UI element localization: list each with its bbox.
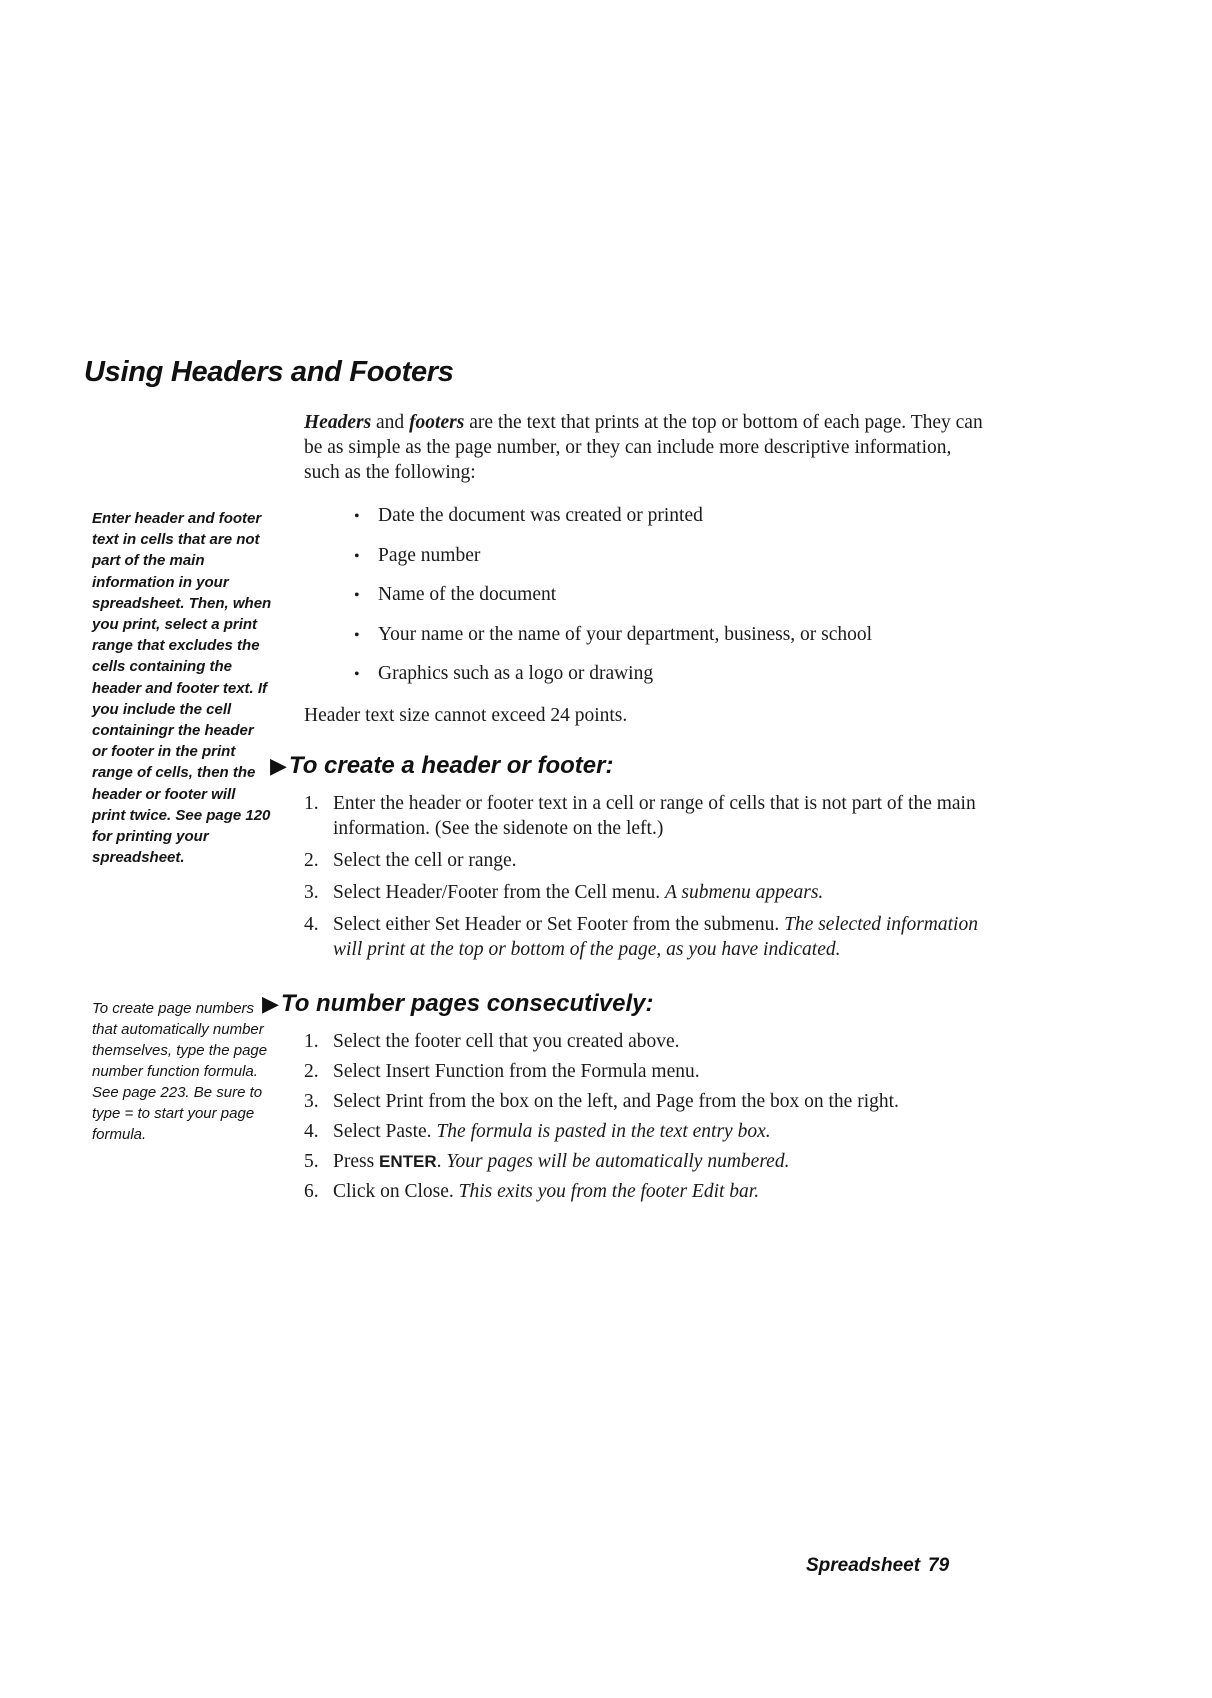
- section-heading-number-pages: [262, 990, 653, 1018]
- size-limit-note: Header text size cannot exceed 24 points.: [304, 705, 628, 726]
- header-content-list: [354, 505, 994, 703]
- step-item: [304, 912, 1004, 962]
- section-heading-text: To create a header or footer:: [288, 752, 614, 779]
- step-item: [304, 1149, 1004, 1174]
- step-number: 3.: [304, 882, 319, 903]
- step-item: [304, 848, 1004, 873]
- list-item: [354, 584, 994, 624]
- page-title: Using Headers and Footers: [84, 356, 454, 388]
- step-number: 1.: [304, 793, 319, 814]
- step-item: [304, 791, 1004, 841]
- step-text: Select the footer cell that you created above.: [333, 1031, 680, 1052]
- numbering-steps-list: [304, 1029, 1004, 1209]
- enter-key-label: ENTER: [379, 1152, 437, 1171]
- sidenote-header-footer: Enter header and footer text in cells that are not part of the main information in your spreadsheet. Then, when you print, select a print range that excludes the cells containing the header and footer text. If you include the cell containingr the header or footer in the print range of cells, then the header or footer will print twice. See page 120 for printing your spreadsheet.: [92, 510, 272, 867]
- step-result: Your pages will be automatically numbered.: [446, 1151, 790, 1172]
- section-heading-create: [270, 752, 613, 780]
- arrow-right-icon: ▶: [270, 753, 287, 778]
- list-item-text: Page number: [378, 544, 481, 566]
- page-footer: [806, 1555, 949, 1577]
- arrow-right-icon: ▶: [262, 991, 279, 1016]
- step-item: [304, 1119, 1004, 1144]
- list-item: [354, 663, 994, 703]
- step-item: [304, 880, 1004, 905]
- step-number: 2.: [304, 1061, 319, 1082]
- list-item-text: Your name or the name of your department, business, or school: [378, 623, 873, 645]
- step-number: 3.: [304, 1091, 319, 1112]
- bullet-icon: •: [354, 508, 360, 525]
- step-text: Select Print from the box on the left, and Page from the box on the right.: [333, 1091, 899, 1112]
- step-number: 1.: [304, 1031, 319, 1052]
- step-result: The selected information will print at the top or bottom of the page, as you have indicated.: [333, 914, 978, 960]
- list-item-text: Name of the document: [378, 584, 557, 605]
- step-number: 4.: [304, 1121, 319, 1142]
- list-item: [354, 624, 994, 664]
- step-item: [304, 1089, 1004, 1114]
- bullet-icon: •: [354, 547, 360, 565]
- footer-page-number: 79: [928, 1555, 950, 1576]
- step-result: The formula is pasted in the text entry box.: [436, 1121, 771, 1142]
- step-text: Press: [333, 1151, 380, 1172]
- intro-rest: are the text that prints at the top or bottom of each page. They can be as simple as the page number, or they can include more descriptive information, such as the following:: [304, 412, 983, 483]
- step-text: Select either Set Header or Set Footer from the submenu.: [333, 914, 785, 935]
- step-number: 6.: [304, 1181, 319, 1202]
- step-text: Select Insert Function from the Formula menu.: [333, 1061, 700, 1082]
- intro-and: and: [371, 412, 410, 433]
- step-text: Select the cell or range.: [333, 850, 517, 871]
- create-steps-list: [304, 791, 1004, 969]
- section-heading-text: To number pages consecutively:: [280, 990, 654, 1017]
- step-result: A submenu appears.: [664, 882, 824, 903]
- intro-paragraph: [304, 410, 984, 485]
- list-item-text: Date the document was created or printed: [378, 505, 703, 526]
- step-number: 5.: [304, 1151, 319, 1172]
- step-item: [304, 1179, 1004, 1204]
- bullet-icon: •: [354, 666, 360, 683]
- bullet-icon: •: [354, 626, 360, 644]
- step-item: [304, 1059, 1004, 1084]
- step-number: 2.: [304, 850, 319, 871]
- list-item-text: Graphics such as a logo or drawing: [378, 663, 654, 684]
- step-text: Select Header/Footer from the Cell menu.: [333, 882, 665, 903]
- footer-section-name: Spreadsheet: [806, 1555, 921, 1576]
- bullet-icon: •: [354, 587, 360, 604]
- step-text: Enter the header or footer text in a cell or range of cells that is not part of the main information. (See the sidenote on the left.): [333, 793, 976, 839]
- step-text-after: .: [436, 1151, 447, 1172]
- step-number: 4.: [304, 914, 319, 935]
- sidenote-page-numbers: To create page numbers that automatically number themselves, type the page number function formula. See page 223. Be sure to type = to start your page formula.: [92, 1000, 268, 1143]
- step-text: Select Paste.: [333, 1121, 437, 1142]
- step-text: Click on Close.: [333, 1181, 459, 1202]
- list-item: [354, 545, 994, 585]
- term-footers: footers: [409, 412, 465, 433]
- list-item: [354, 505, 994, 545]
- step-result: This exits you from the footer Edit bar.: [458, 1181, 760, 1202]
- step-item: [304, 1029, 1004, 1054]
- term-headers: Headers: [304, 412, 372, 433]
